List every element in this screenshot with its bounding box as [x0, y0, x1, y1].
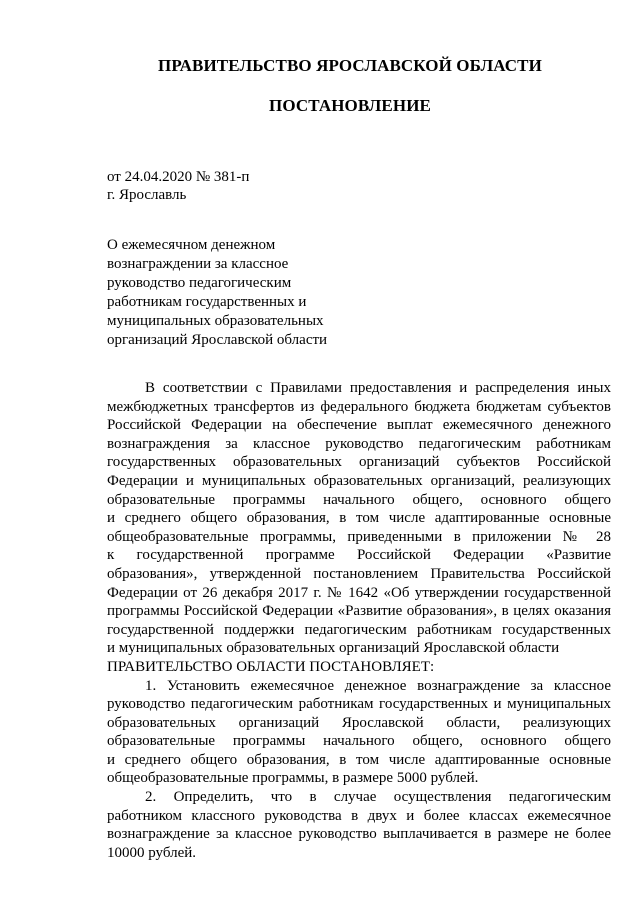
clause-2	[107, 788, 611, 862]
resolution-statement: ПРАВИТЕЛЬСТВО ОБЛАСТИ ПОСТАНОВЛЯЕТ:	[107, 658, 435, 675]
clause-2-line: 2. Определить, что в случае осуществления педагогическим	[145, 789, 611, 806]
preamble-line: вознаграждения за классное руководство педагогическим работникам	[107, 435, 611, 452]
preamble-line: Федерации от 26 декабря 2017 г. № 1642 «Об утверждении государственной	[107, 584, 611, 601]
clause-2-line: работником классного руководства в двух и более классах ежемесячное	[107, 807, 611, 824]
clause-1-line: общеобразовательные программы, в размере 5000 рублей.	[107, 770, 479, 787]
subject-line: организаций Ярославской области	[107, 332, 328, 348]
preamble-line: к государственной программе Российской Федерации «Развитие	[107, 547, 611, 564]
subject-line: работникам государственных и	[107, 294, 307, 310]
document-body	[107, 379, 611, 862]
preamble-line: государственной поддержки педагогическим работникам государственных	[107, 621, 611, 638]
subject-line: руководство педагогическим	[107, 275, 292, 291]
document-city: г. Ярославль	[107, 187, 187, 203]
clause-1-line: руководство педагогическим работникам государственных и муниципальных	[107, 696, 611, 713]
subject-line: О ежемесячном денежном	[107, 237, 276, 253]
preamble-line: и среднего общего образования, в том числе адаптированные основные	[107, 510, 611, 527]
clause-1-line: и среднего общего образования, в том числе адаптированные основные	[107, 751, 611, 768]
clause-2-line: вознаграждение за классное руководство выплачивается в размере не более	[107, 826, 611, 843]
preamble-line: общеобразовательные программы, приведенными в приложении № 28	[107, 528, 611, 545]
preamble-line: государственных образовательных организаций субъектов Российской	[107, 454, 611, 471]
government-title: ПРАВИТЕЛЬСТВО ЯРОСЛАВСКОЙ ОБЛАСТИ	[158, 56, 542, 75]
clause-1-line: образовательные программы начального общего, основного общего	[107, 733, 611, 750]
preamble-line: программы Российской Федерации «Развитие образования», в целях оказания	[107, 603, 611, 620]
preamble-line: Российской Федерации на обеспечение выплат ежемесячного денежного	[107, 417, 611, 434]
preamble-line: Федерации и муниципальных образовательных организаций, реализующих	[107, 472, 611, 489]
clause-1-line: образовательных организаций Ярославской области, реализующих	[107, 714, 611, 731]
preamble-line: В соответствии с Правилами предоставления и распределения иных	[145, 380, 611, 396]
subject-line: вознаграждении за классное	[107, 256, 289, 272]
document-subject	[107, 236, 347, 350]
document-date-number: от 24.04.2020 № 381-п	[107, 169, 250, 185]
clause-2-line: 10000 рублей.	[107, 844, 197, 861]
document-type: ПОСТАНОВЛЕНИЕ	[269, 96, 431, 115]
preamble-line: образовательные программы начального общего, основного общего	[107, 491, 611, 508]
preamble-paragraph	[107, 379, 611, 658]
clause-1	[107, 677, 611, 789]
preamble-line: межбюджетных трансфертов из федерального бюджета бюджетам субъектов	[107, 398, 611, 415]
subject-line: муниципальных образовательных	[107, 313, 324, 329]
clause-1-line: 1. Установить ежемесячное денежное вознаграждение за классное	[145, 677, 611, 694]
preamble-line: и муниципальных образовательных организаций Ярославской области	[107, 640, 560, 657]
preamble-line: образования», утвержденной постановлением Правительства Российской	[107, 565, 611, 582]
